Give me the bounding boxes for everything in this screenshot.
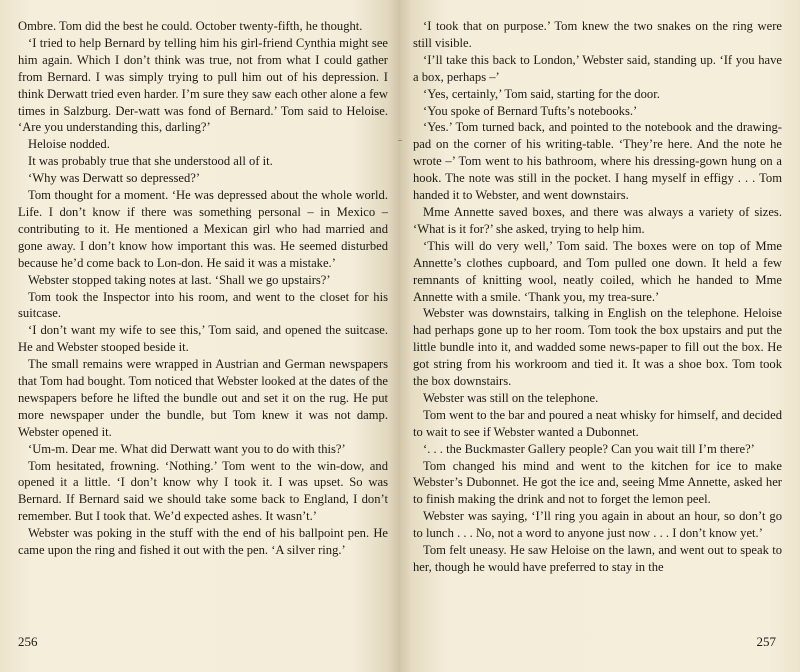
paragraph: Webster was saying, ‘I’ll ring you again in about an hour, so don’t go to lunch . . . No, not a word to anyone just now . . . I don’t know yet.’ (413, 509, 782, 541)
paragraph: ‘. . . the Buckmaster Gallery people? Can you wait till I’m there?’ (423, 441, 755, 456)
gutter-mark (398, 140, 402, 141)
paragraph: Tom took the Inspector into his room, and went to the closet for his suitcase. (18, 289, 388, 321)
right-page-text (413, 18, 782, 576)
paragraph: Tom went to the bar and poured a neat whisky for himself, and decided to wait to see if Webster wanted a Dubonnet. (413, 407, 782, 439)
paragraph: Webster stopped taking notes at last. ‘Shall we go upstairs?’ (28, 272, 331, 287)
paragraph: Tom changed his mind and went to the kitchen for ice to make Webster’s Dubonnet. He got the ice and, seeing Mme Annette, asked her to finish making the drink and not to forget the lemon peel. (413, 458, 782, 507)
paragraph: Tom thought for a moment. ‘He was depressed about the whole world. Life. I don’t know if there was something personal – in Mexico – contributing to it. He mentioned a Mexican girl who had married and gone away. I don’t know how important this was. He seemed disturbed because he’d come back to Lon-don. He said it was a mistake.’ (18, 188, 388, 270)
paragraph: Tom felt uneasy. He saw Heloise on the lawn, and went out to speak to her, though he would have preferred to stay in the (413, 543, 782, 574)
paragraph: Webster was poking in the stuff with the end of his ballpoint pen. He came upon the ring and fished it out with the pen. ‘A silver ring.’ (18, 526, 388, 558)
paragraph: Ombre. Tom did the best he could. October twenty-fifth, he thought. (18, 19, 363, 33)
paragraph: ‘Yes, certainly,’ Tom said, starting for the door. (423, 86, 660, 101)
paragraph: Tom hesitated, frowning. ‘Nothing.’ Tom went to the win-dow, and opened it a little. ‘I don’t know why I took it. I was upset. So was Bernard. If Bernard said we should take some back to England, I don’t remember. But I took that. We’d expected ashes. It wasn’t.’ (18, 458, 388, 524)
paragraph: The small remains were wrapped in Austrian and German newspapers that Tom had bought. Tom noticed that Webster looked at the dates of the newspapers before he lifted the bundle out and set it on the rug. He put more newspaper under the bundle, but Tom knew it was not damp. Webster opened it. (18, 357, 388, 439)
paragraph: Mme Annette saved boxes, and there was always a variety of sizes. ‘What is it for?’ she asked, trying to help him. (413, 204, 782, 236)
paragraph: Webster was downstairs, talking in English on the telephone. Heloise had perhaps gone up to her room. Tom took the box upstairs and put the little bundle into it, and wadded some news-paper to fill out the box. He got string from his workroom and tied it. It was a shoe box. Tom took the box downstairs. (413, 306, 782, 389)
paragraph: ‘Why was Derwatt so depressed?’ (28, 171, 201, 186)
paragraph: ‘I tried to help Bernard by telling him his girl-friend Cynthia might see him again. Which I don’t think was true, not from what I could gather from Bernard. I was simply trying to pull him out of his depression. I think Derwatt tried even harder. I’m sure they saw each other alone a few times in Salzburg. Der-watt was fond of Bernard.’ Tom said to Heloise. ‘Are you understanding this, darling?’ (18, 35, 388, 135)
paragraph: ‘Um-m. Dear me. What did Derwatt want you to do with this?’ (28, 441, 346, 456)
paragraph: Webster was still on the telephone. (423, 390, 599, 405)
paragraph: It was probably true that she understood all of it. (28, 154, 273, 169)
paragraph: ‘Yes.’ Tom turned back, and pointed to the notebook and the drawing-pad on the corner of his writing-table. ‘They’re here. And the note he wrote –’ Tom went to his bathroom, where his dressing-gown hung on a hook. The note was still in the pocket. I hang myself in effigy . . . Tom handed it to Webster, and went downstairs. (413, 120, 782, 203)
paragraph: ‘I took that on purpose.’ Tom knew the two snakes on the ring were still visible. (413, 19, 782, 50)
page-number: 256 (18, 634, 38, 649)
paragraph: ‘You spoke of Bernard Tufts’s notebooks.’ (423, 103, 638, 118)
paragraph: Heloise nodded. (28, 137, 110, 152)
page-number: 257 (756, 634, 776, 649)
paragraph: ‘I’ll take this back to London,’ Webster said, standing up. ‘If you have a box, perhaps –’ (413, 52, 782, 84)
paragraph: ‘This will do very well,’ Tom said. The boxes were on top of Mme Annette’s clothes cupboard, and Tom pulled one down. It held a few remnants of knitting wool, neatly coiled, which he handed to Mme Annette with a smile. ‘Thank you, my trea-sure.’ (413, 238, 782, 304)
right-page (400, 0, 800, 672)
left-page-text (18, 18, 388, 559)
paragraph: ‘I don’t want my wife to see this,’ Tom said, and opened the suitcase. He and Webster stooped beside it. (18, 323, 388, 355)
